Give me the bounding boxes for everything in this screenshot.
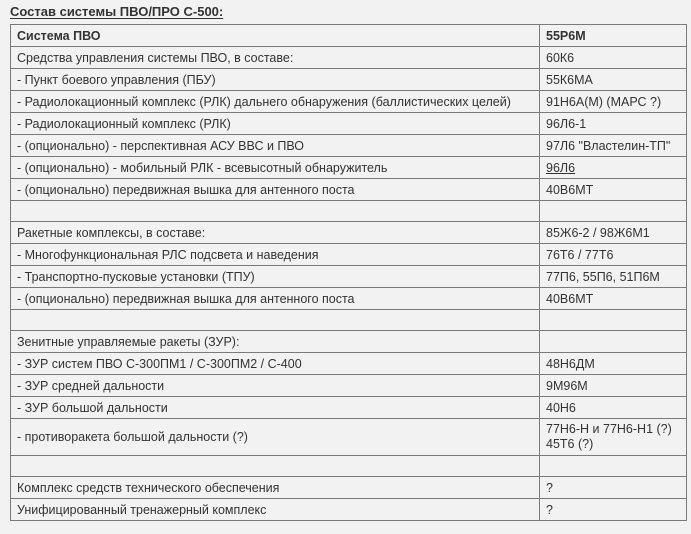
row-label: - (опционально) передвижная вышка для антенного поста (11, 288, 540, 310)
row-value (540, 201, 687, 222)
row-value: 48Н6ДМ (540, 353, 687, 375)
table-header-row (11, 25, 687, 47)
row-label: - Многофункциональная РЛС подсвета и наведения (11, 244, 540, 266)
spacer-row (11, 456, 687, 477)
row-value: 60К6 (540, 47, 687, 69)
table-row (11, 375, 687, 397)
table-row (11, 288, 687, 310)
row-value (540, 310, 687, 331)
row-label: - противоракета большой дальности (?) (11, 419, 540, 456)
row-label: - (опционально) - перспективная АСУ ВВС и ПВО (11, 135, 540, 157)
table-row (11, 113, 687, 135)
table-row (11, 353, 687, 375)
row-label: Унифицированный тренажерный комплекс (11, 499, 540, 521)
row-value: ? (540, 499, 687, 521)
row-label (11, 456, 540, 477)
table-row (11, 397, 687, 419)
row-value: 91Н6А(М) (МАРС ?) (540, 91, 687, 113)
spacer-row (11, 201, 687, 222)
table-row (11, 477, 687, 499)
table-row (11, 47, 687, 69)
value-link-96l6[interactable]: 96Л6 (546, 160, 576, 175)
row-label: - Радиолокационный комплекс (РЛК) (11, 113, 540, 135)
row-value-line-1: 77Н6-Н и 77Н6-Н1 (?) (546, 422, 672, 436)
row-label: - ЗУР средней дальности (11, 375, 540, 397)
row-value: 40В6МТ (540, 179, 687, 201)
row-label: - (опционально) передвижная вышка для антенного поста (11, 179, 540, 201)
composition-table (10, 24, 687, 521)
row-value: 40Н6 (540, 397, 687, 419)
table-row (11, 91, 687, 113)
row-label: Средства управления системы ПВО, в составе: (11, 47, 540, 69)
table-row (11, 419, 687, 456)
table-row (11, 179, 687, 201)
row-value (540, 419, 687, 456)
table-row (11, 331, 687, 353)
row-value (540, 456, 687, 477)
table-row (11, 244, 687, 266)
row-value: 77П6, 55П6, 51П6М (540, 266, 687, 288)
row-value: 97Л6 "Властелин-ТП" (540, 135, 687, 157)
row-value: 40В6МТ (540, 288, 687, 310)
row-label: Зенитные управляемые ракеты (ЗУР): (11, 331, 540, 353)
table-row (11, 135, 687, 157)
row-label: - ЗУР систем ПВО С-300ПМ1 / С-300ПМ2 / С-400 (11, 353, 540, 375)
row-label: - Пункт боевого управления (ПБУ) (11, 69, 540, 91)
row-label: - Транспортно-пусковые установки (ТПУ) (11, 266, 540, 288)
row-value (540, 157, 687, 179)
table-row (11, 266, 687, 288)
header-system: Система ПВО (11, 25, 540, 47)
table-row (11, 157, 687, 179)
row-value: ? (540, 477, 687, 499)
table-row (11, 499, 687, 521)
row-label: - (опционально) - мобильный РЛК - всевысотный обнаружитель (11, 157, 540, 179)
row-label (11, 201, 540, 222)
row-label: Комплекс средств технического обеспечения (11, 477, 540, 499)
row-value (540, 331, 687, 353)
header-code: 55Р6М (540, 25, 687, 47)
table-row (11, 222, 687, 244)
row-value: 9М96М (540, 375, 687, 397)
row-value: 85Ж6-2 / 98Ж6М1 (540, 222, 687, 244)
table-row (11, 69, 687, 91)
row-label: - Радиолокационный комплекс (РЛК) дальнего обнаружения (баллистических целей) (11, 91, 540, 113)
row-value: 55К6МА (540, 69, 687, 91)
row-value: 96Л6-1 (540, 113, 687, 135)
row-value-line-2: 45Т6 (?) (546, 437, 594, 451)
spacer-row (11, 310, 687, 331)
row-value: 76Т6 / 77Т6 (540, 244, 687, 266)
table-caption: Состав системы ПВО/ПРО С-500: (10, 4, 224, 19)
row-label (11, 310, 540, 331)
row-label: - ЗУР большой дальности (11, 397, 540, 419)
row-label: Ракетные комплексы, в составе: (11, 222, 540, 244)
